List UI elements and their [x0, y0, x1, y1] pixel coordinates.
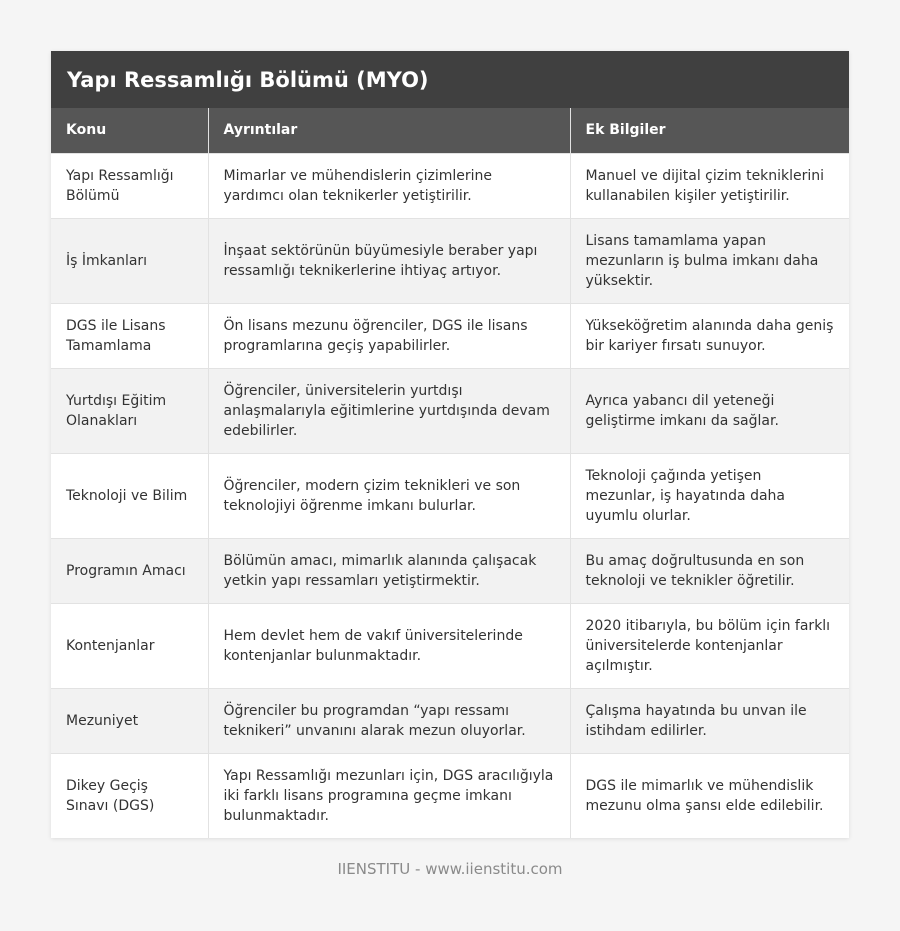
cell-konu: Programın Amacı	[51, 538, 208, 603]
cell-konu: Teknoloji ve Bilim	[51, 453, 208, 538]
cell-konu: Kontenjanlar	[51, 603, 208, 688]
table-row	[51, 688, 849, 753]
cell-ek-bilgiler: Yükseköğretim alanında daha geniş bir kariyer fırsatı sunuyor.	[570, 303, 849, 368]
cell-ek-bilgiler: Manuel ve dijital çizim tekniklerini kullanabilen kişiler yetiştirilir.	[570, 153, 849, 218]
cell-ek-bilgiler: Çalışma hayatında bu unvan ile istihdam edilirler.	[570, 688, 849, 753]
cell-ayrintilar: Mimarlar ve mühendislerin çizimlerine yardımcı olan teknikerler yetiştirilir.	[208, 153, 570, 218]
table-row	[51, 303, 849, 368]
cell-ek-bilgiler: 2020 itibarıyla, bu bölüm için farklı üniversitelerde kontenjanlar açılmıştır.	[570, 603, 849, 688]
table-header-row	[51, 108, 849, 153]
cell-ayrintilar: Öğrenciler bu programdan “yapı ressamı teknikeri” unvanını alarak mezun oluyorlar.	[208, 688, 570, 753]
page-title: Yapı Ressamlığı Bölümü (MYO)	[51, 51, 849, 108]
info-card	[51, 51, 849, 838]
table-row	[51, 603, 849, 688]
table-row	[51, 153, 849, 218]
column-header-konu: Konu	[51, 108, 208, 153]
cell-ayrintilar: İnşaat sektörünün büyümesiyle beraber yapı ressamlığı teknikerlerine ihtiyaç artıyor.	[208, 218, 570, 303]
info-table	[51, 108, 849, 838]
cell-konu: Mezuniyet	[51, 688, 208, 753]
table-row	[51, 218, 849, 303]
table-row	[51, 453, 849, 538]
cell-ek-bilgiler: Lisans tamamlama yapan mezunların iş bulma imkanı daha yüksektir.	[570, 218, 849, 303]
cell-ek-bilgiler: Bu amaç doğrultusunda en son teknoloji ve teknikler öğretilir.	[570, 538, 849, 603]
cell-ek-bilgiler: Ayrıca yabancı dil yeteneği geliştirme imkanı da sağlar.	[570, 368, 849, 453]
cell-ayrintilar: Bölümün amacı, mimarlık alanında çalışacak yetkin yapı ressamları yetiştirmektir.	[208, 538, 570, 603]
column-header-ayrintilar: Ayrıntılar	[208, 108, 570, 153]
cell-ayrintilar: Öğrenciler, üniversitelerin yurtdışı anlaşmalarıyla eğitimlerine yurtdışında devam edebilirler.	[208, 368, 570, 453]
footer-credit: IIENSTITU - www.iienstitu.com	[337, 860, 563, 878]
cell-konu: İş İmkanları	[51, 218, 208, 303]
cell-ayrintilar: Ön lisans mezunu öğrenciler, DGS ile lisans programlarına geçiş yapabilirler.	[208, 303, 570, 368]
table-row	[51, 753, 849, 838]
cell-ayrintilar: Öğrenciler, modern çizim teknikleri ve son teknolojiyi öğrenme imkanı bulurlar.	[208, 453, 570, 538]
cell-konu: DGS ile Lisans Tamamlama	[51, 303, 208, 368]
table-row	[51, 538, 849, 603]
table-row	[51, 368, 849, 453]
cell-konu: Dikey Geçiş Sınavı (DGS)	[51, 753, 208, 838]
cell-ek-bilgiler: DGS ile mimarlık ve mühendislik mezunu olma şansı elde edilebilir.	[570, 753, 849, 838]
cell-ek-bilgiler: Teknoloji çağında yetişen mezunlar, iş hayatında daha uyumlu olurlar.	[570, 453, 849, 538]
column-header-ek-bilgiler: Ek Bilgiler	[570, 108, 849, 153]
cell-konu: Yurtdışı Eğitim Olanakları	[51, 368, 208, 453]
cell-konu: Yapı Ressamlığı Bölümü	[51, 153, 208, 218]
cell-ayrintilar: Yapı Ressamlığı mezunları için, DGS aracılığıyla iki farklı lisans programına geçme imkanı bulunmaktadır.	[208, 753, 570, 838]
cell-ayrintilar: Hem devlet hem de vakıf üniversitelerinde kontenjanlar bulunmaktadır.	[208, 603, 570, 688]
